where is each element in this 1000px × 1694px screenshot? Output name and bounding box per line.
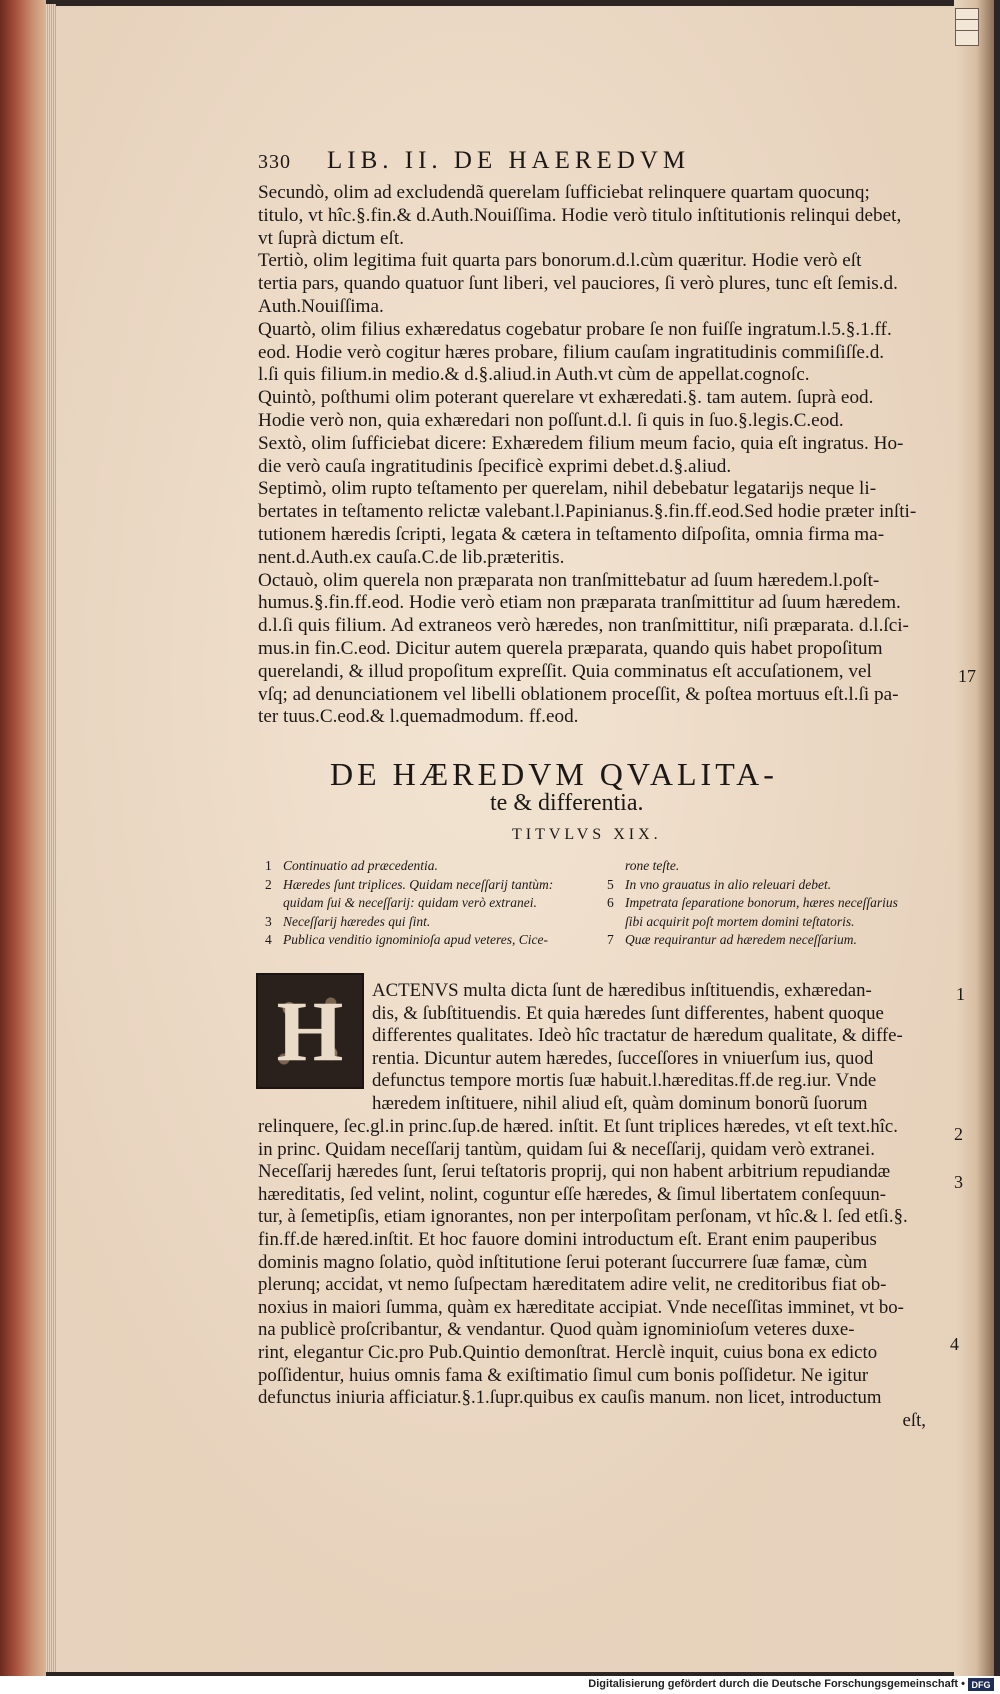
text-line: tertia pars, quando quatuor ſunt liberi, vel pauciores, ſi verò plures, tunc eſt ſemis.d. bbox=[258, 273, 898, 295]
text-line: dis, & ſubſtituendis. Et quia hæredes ſunt differentes, habent quoque bbox=[372, 1002, 884, 1024]
summary-number: 2 bbox=[265, 876, 272, 892]
section-heading: DE HÆREDVM QVALITA- bbox=[330, 756, 778, 792]
summary-number bbox=[607, 857, 625, 876]
running-head bbox=[258, 147, 923, 175]
text-line: vt ſuprà dictum eſt. bbox=[258, 227, 405, 249]
text-line: humus.§.fin.ff.eod. Hodie verò etiam non præparata tranſmittitur ad ſuum hæredem. bbox=[258, 592, 901, 614]
margin-number: 17 bbox=[958, 666, 976, 686]
text-line: titulo, vt hîc.§.fin.& d.Auth.Nouiſſima. Hodie verò titulo inſtitutionis relinqui debet, bbox=[258, 204, 902, 226]
summary-item bbox=[607, 931, 935, 950]
text-line: differentes qualitates. Ideò hîc tractatur de hæredum qualitate, & diffe- bbox=[372, 1025, 903, 1047]
corner-mark-icon bbox=[955, 8, 979, 46]
summary-column-left bbox=[265, 857, 593, 950]
text-line: Quintò, poſthumi olim poterant querelare vt exhæredati.§. tam autem. ſuprà eod. bbox=[258, 387, 874, 409]
section-subheading: te & differentia. bbox=[490, 790, 644, 816]
funding-credit: Digitalisierung gefördert durch die Deutsche Forschungsgemeinschaft • bbox=[588, 1678, 965, 1690]
text-line: eſt, bbox=[902, 1409, 926, 1431]
text-line: ter tuus.C.eod.& l.quemadmodum. ff.eod. bbox=[258, 706, 579, 728]
dfg-logo-icon: DFG bbox=[968, 1678, 994, 1691]
text-line: eod. Hodie verò cogitur hæres probare, filium cauſam ingratitudinis commiſiſſe.d. bbox=[258, 341, 885, 363]
text-line: Neceſſarij hæredes ſunt, ſerui teſtatoris proprij, qui non habent arbitrium repudiandæ bbox=[258, 1161, 891, 1183]
summary-number: 6 bbox=[607, 895, 614, 910]
summary-number bbox=[607, 913, 625, 932]
text-line: l.ſi quis filium.in medio.& d.§.aliud.in Auth.vt cùm de appellat.cognoſc. bbox=[258, 364, 810, 386]
page-stack-edge bbox=[46, 4, 56, 1672]
summary-number: 5 bbox=[607, 876, 614, 892]
summary-text: quidam ſui & neceſſarij: quidam verò extranei. bbox=[283, 895, 537, 910]
summary-item bbox=[607, 876, 935, 895]
text-line: mus.in fin.C.eod. Dicitur autem querela præparata, quando quis habet propoſitum bbox=[258, 637, 883, 659]
text-line: querelandi, & illud propoſitum expreſſit. Quia comminatus eſt accuſationem, vel bbox=[258, 660, 872, 682]
summary-number: 7 bbox=[607, 932, 614, 947]
running-title: LIB. II. DE HAEREDVM bbox=[327, 147, 691, 174]
margin-number: 1 bbox=[956, 984, 965, 1004]
text-line: noxius in maiori ſumma, quàm ex hæreditate accipiat. Vnde neceſſitas imminet, vt bo- bbox=[258, 1296, 904, 1318]
summary-item bbox=[265, 876, 593, 895]
text-line: dominis magno ſolatio, quòd inſtitutione ſerui poterant ſuccurrere ſuæ famæ, cùm bbox=[258, 1251, 868, 1273]
summary-item bbox=[265, 857, 593, 876]
right-gutter bbox=[954, 0, 994, 1676]
text-line: defunctus tempore mortis ſuæ habuit.l.hæreditas.ff.de reg.iur. Vnde bbox=[372, 1070, 877, 1092]
summary-text: In vno grauatus in alio releuari debet. bbox=[625, 876, 832, 892]
text-line: na publicè proſcribantur, & vendantur. Quod quàm ignominioſum veteres duxe- bbox=[258, 1319, 855, 1341]
text-line: die verò cauſa ingratitudinis ſpecificè exprimi debet.d.§.aliud. bbox=[258, 455, 732, 477]
summary-item bbox=[265, 894, 593, 913]
summary-text: Impetrata ſeparatione bonorum, hæres neceſſarius bbox=[625, 895, 898, 910]
text-line: rint, elegantur Cic.pro Pub.Quintio demonſtrat. Herclè inquit, cuius bona ex edicto bbox=[258, 1341, 878, 1363]
page-number: 330 bbox=[258, 151, 291, 173]
text-line: tutionem hæredis ſcripti, legata & cætera in teſtamento diſpoſita, omnia firma ma- bbox=[258, 523, 885, 545]
summary-text: Publica venditio ignominioſa apud veteres, Cice- bbox=[283, 932, 548, 947]
body-text-block bbox=[258, 1116, 926, 1432]
text-line: vſq; ad denunciationem vel libelli oblationem proceſſit, & poſtea mortuus eſt.l.ſi pa- bbox=[258, 683, 899, 705]
text-line: Septimò, olim rupto teſtamento per querelam, nihil debebatur legatarijs neque li- bbox=[258, 478, 877, 500]
text-line: hæreditatis, ſed velint, nolint, coguntur eſſe hæredes, & ſimul libertatem conſequun- bbox=[258, 1183, 886, 1205]
summary-text: Neceſſarij hæredes qui ſint. bbox=[283, 913, 431, 929]
text-line: bertates in teſtamento relictæ valebant.l.Papinianus.§.fin.ff.eod.Sed hodie præter inſti- bbox=[258, 501, 917, 523]
summary-text: Hæredes ſunt triplices. Quidam neceſſarij tantùm: bbox=[283, 876, 554, 892]
margin-number: 3 bbox=[954, 1172, 963, 1192]
summary-column-right bbox=[607, 857, 935, 950]
summary-number: 3 bbox=[265, 913, 272, 929]
summary-number: 1 bbox=[265, 858, 272, 873]
text-line: defunctus iniuria afficiatur.§.1.ſupr.quibus ex cauſis manum. non licet, introductum bbox=[258, 1387, 882, 1409]
summary-text: rone teſte. bbox=[625, 858, 680, 873]
margin-number: 2 bbox=[954, 1124, 963, 1144]
text-line: d.l.ſi quis filium. Ad extraneos verò hæredes, non tranſmittitur, niſi præparata. d.l.ſci- bbox=[258, 615, 909, 637]
summary-number: 4 bbox=[265, 932, 272, 947]
summary-item bbox=[607, 894, 935, 913]
decorated-initial-icon: H bbox=[256, 973, 364, 1089]
text-line: Octauò, olim querela non præparata non tranſmittebatur ad ſuum hæredem.l.poſt- bbox=[258, 569, 880, 591]
text-line: relinquere, ſec.gl.in princ.ſup.de hæred. inſtit. Et ſunt triplices hæredes, vt eſt text.hîc. bbox=[258, 1116, 898, 1137]
text-line: nent.d.Auth.ex cauſa.C.de lib.præteritis. bbox=[258, 546, 565, 568]
body-text-block bbox=[372, 980, 922, 1116]
summary-number bbox=[265, 894, 283, 913]
text-line: Tertiò, olim legitima fuit quarta pars bonorum.d.l.cùm quæritur. Hodie verò eſt bbox=[258, 250, 862, 272]
summary-item bbox=[607, 913, 935, 932]
text-line: fin.ff.de hæred.inſtit. Et hoc fauore domini introductum eſt. Erant enim pauperibus bbox=[258, 1228, 877, 1250]
summary-item bbox=[265, 913, 593, 932]
text-line: Sextò, olim ſufficiebat dicere: Exhæredem filium meum facio, quia eſt ingratus. Ho- bbox=[258, 432, 904, 454]
book-spine-left bbox=[0, 0, 46, 1676]
summary-text: Quæ requirantur ad hæredem neceſſarium. bbox=[625, 932, 857, 947]
text-line: Secundò, olim ad excludendã querelam ſufficiebat relinquere quartam quocunq; bbox=[258, 182, 870, 203]
summary-item bbox=[265, 931, 593, 950]
body-text-block bbox=[258, 182, 923, 729]
text-line: hæredem inſtituere, nihil aliud eſt, quàm dominum bonorũ ſuorum bbox=[372, 1092, 868, 1114]
text-line: rentia. Dicuntur autem hæredes, ſucceſſores in vniuerſum ius, quod bbox=[372, 1047, 874, 1069]
text-line: plerunq; accidat, vt nemo ſuſpectam hæreditatem adire velit, ne creditoribus fiat ob- bbox=[258, 1274, 887, 1296]
text-line: Auth.Nouiſſima. bbox=[258, 295, 384, 317]
summary-item bbox=[607, 857, 935, 876]
text-line: in princ. Quidam neceſſarij tantùm, quidam ſui & neceſſarij, quidam verò extranei. bbox=[258, 1138, 875, 1160]
summary-list bbox=[265, 857, 935, 950]
text-line: ACTENVS multa dicta ſunt de hæredibus inſtituendis, exhæredan- bbox=[372, 980, 872, 1001]
summary-text: Continuatio ad præcedentia. bbox=[283, 858, 438, 873]
titulus-label: TITVLVS XIX. bbox=[512, 826, 662, 843]
text-line: poſſidentur, huius omnis fama & exiſtimatio ſimul cum bonis poſſidetur. Ne igitur bbox=[258, 1364, 869, 1386]
text-line: Quartò, olim filius exhæredatus cogebatur probare ſe non fuiſſe ingratum.l.5.§.1.ff. bbox=[258, 318, 892, 340]
text-line: Hodie verò non, quia exhæredari non poſſunt.d.l. ſi quis in ſuo.§.legis.C.eod. bbox=[258, 409, 844, 431]
summary-text: ſibi acquirit poſt mortem domini teſtatoris. bbox=[625, 913, 855, 929]
margin-number: 4 bbox=[950, 1334, 959, 1354]
text-line: tur, à ſemetipſis, etiam ignorantes, non per interpoſitam perſonam, vt hîc.& l. ſed etſi.§. bbox=[258, 1206, 908, 1228]
